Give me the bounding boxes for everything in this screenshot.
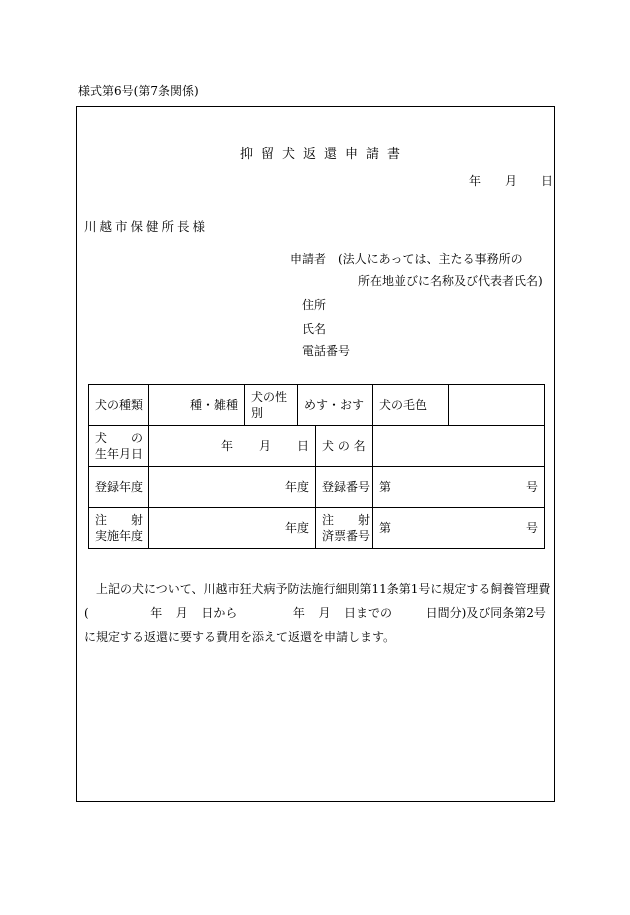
date-day-label: 日 <box>541 174 554 188</box>
date-year-label: 年 <box>469 174 482 188</box>
name-label: 氏名 <box>302 322 327 336</box>
tag-label-line2: 済票番号 <box>322 529 371 543</box>
tag-number-prefix: 第 <box>379 521 392 535</box>
injection-label-part: 注 <box>95 513 108 527</box>
sex-label: 犬の性別 <box>245 385 298 426</box>
injection-label-line2: 実施年度 <box>95 529 144 543</box>
dob-month-unit: 月 <box>258 439 271 453</box>
injection-year-field[interactable]: 年度 <box>149 508 316 549</box>
dob-label-line2: 生年月日 <box>95 447 144 461</box>
breed-label: 犬の種類 <box>89 385 149 426</box>
registration-number-label: 登録番号 <box>316 467 373 508</box>
tag-label-part: 射 <box>357 513 370 527</box>
period-start-year: 年 <box>150 606 163 620</box>
period-end-day: 日までの <box>344 606 393 620</box>
dob-year-unit: 年 <box>220 439 233 453</box>
dob-label <box>89 426 149 467</box>
tag-label-part: 注 <box>322 513 335 527</box>
injection-year-label <box>89 508 149 549</box>
sex-field[interactable]: めす・おす <box>298 385 373 426</box>
statement <box>84 577 551 649</box>
period-days-tail: 日間分)及び同条第2号 <box>425 606 546 620</box>
registration-year-label: 登録年度 <box>89 467 149 508</box>
table-row <box>89 508 545 549</box>
coat-color-field[interactable] <box>449 385 545 426</box>
period-open-paren: ( <box>84 606 89 620</box>
applicant-note-line1: (法人にあっては、主たる事務所の <box>338 252 523 266</box>
registration-number-suffix: 号 <box>526 480 539 494</box>
table-row <box>89 426 545 467</box>
date-month-label: 月 <box>505 174 518 188</box>
coat-color-label: 犬の毛色 <box>373 385 449 426</box>
table-row <box>89 385 545 426</box>
addressee: 川越市保健所長様 <box>84 219 209 234</box>
dog-name-field[interactable] <box>373 426 545 467</box>
tag-number-suffix: 号 <box>526 521 539 535</box>
period-start-month: 月 <box>175 606 188 620</box>
registration-year-field[interactable]: 年度 <box>149 467 316 508</box>
registration-number-prefix: 第 <box>379 480 392 494</box>
form-title: 抑留犬返還申請書 <box>240 147 409 162</box>
period-end-month: 月 <box>318 606 331 620</box>
injection-tag-label <box>316 508 373 549</box>
statement-line2 <box>84 601 546 625</box>
period-start-day: 日から <box>201 606 238 620</box>
injection-tag-number-field[interactable] <box>373 508 545 549</box>
applicant-note-line2: 所在地並びに名称及び代表者氏名) <box>358 274 543 288</box>
period-end-year: 年 <box>292 606 305 620</box>
form-number: 様式第6号(第7条関係) <box>78 84 199 98</box>
injection-label-part: 射 <box>130 513 143 527</box>
dob-label-part: 犬 <box>95 431 108 445</box>
breed-field[interactable]: 種・雑種 <box>149 385 245 426</box>
registration-number-field[interactable] <box>373 467 545 508</box>
statement-line1: 上記の犬について、川越市狂犬病予防法施行細則第11条第1号に規定する飼養管理費 <box>96 582 551 596</box>
dob-field[interactable] <box>149 426 316 467</box>
dob-day-unit: 日 <box>296 439 309 453</box>
phone-label: 電話番号 <box>302 344 351 358</box>
address-label: 住所 <box>302 298 327 312</box>
applicant-label: 申請者 <box>290 252 327 266</box>
table-row <box>89 467 545 508</box>
statement-line3: に規定する返還に要する費用を添えて返還を申請します。 <box>84 630 396 644</box>
dob-label-part: の <box>130 431 143 445</box>
dog-name-label: 犬 の 名 <box>316 426 373 467</box>
dog-info-table <box>88 384 545 549</box>
